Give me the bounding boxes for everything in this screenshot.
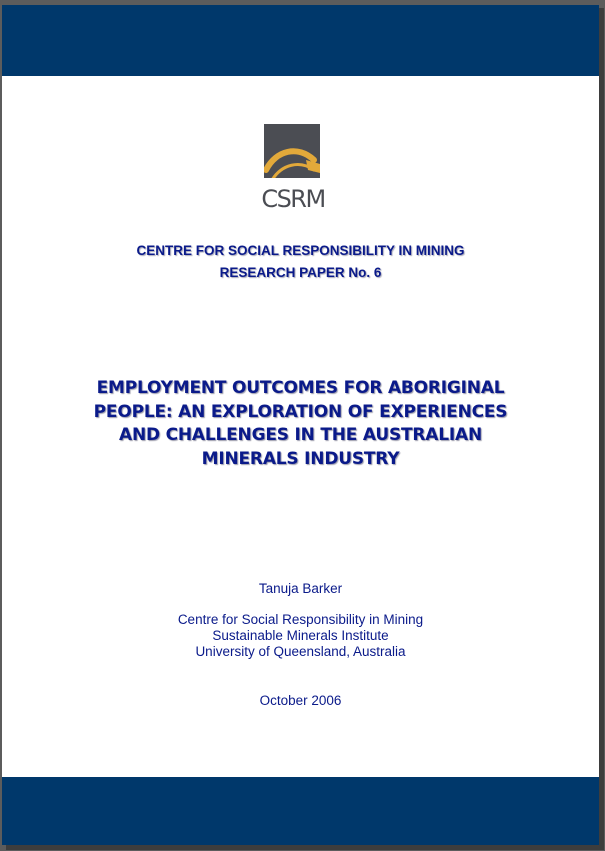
author-name: Tanuja Barker (258, 581, 343, 596)
page-shadow-bottom (6, 845, 604, 850)
affiliation-line: Centre for Social Responsibility in Mining (177, 612, 424, 627)
affiliation-block (2, 612, 599, 660)
title-line: MINERALS INDUSTRY (201, 448, 400, 469)
title-line: EMPLOYMENT OUTCOMES FOR ABORIGINAL (96, 378, 505, 398)
organization-heading: CENTRE FOR SOCIAL RESPONSIBILITY IN MINING (136, 243, 465, 258)
affiliation-line: Sustainable Minerals Institute (212, 628, 389, 643)
bottom-banner (2, 777, 599, 845)
affiliation-line: University of Queensland, Australia (195, 644, 406, 659)
document-title (2, 377, 599, 471)
page-shadow-right (599, 8, 604, 848)
csrm-logo-icon (264, 124, 320, 187)
csrm-logo (260, 123, 330, 217)
top-banner (2, 5, 599, 76)
document-page (2, 5, 599, 845)
title-line: AND CHALLENGES IN THE AUSTRALIAN (118, 425, 482, 445)
logo-arc-graphic (264, 124, 320, 187)
series-heading: RESEARCH PAPER No. 6 (219, 265, 382, 280)
publication-date: October 2006 (259, 693, 342, 708)
title-line: PEOPLE: AN EXPLORATION OF EXPERIENCES (93, 401, 508, 422)
logo-text: CSRM (261, 185, 325, 213)
